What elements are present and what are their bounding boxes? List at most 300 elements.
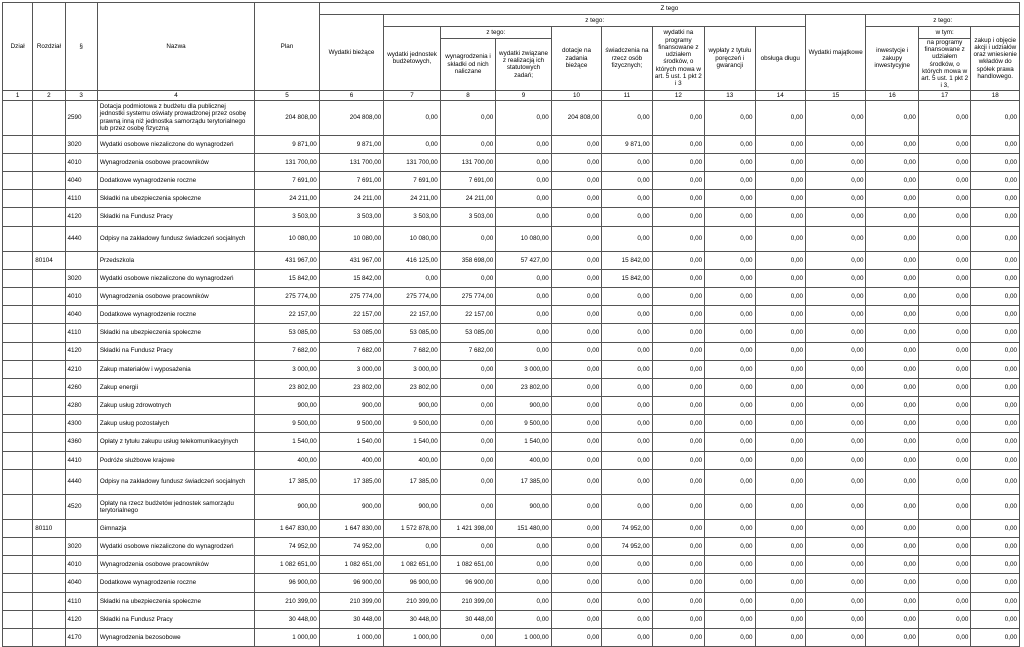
cell-paragraf: 4040: [65, 172, 97, 190]
column-number: 7: [384, 90, 440, 100]
cell-value: 17 385,00: [384, 469, 440, 494]
header-z-tego-majatkowe: z tego:: [866, 15, 1020, 27]
cell-value: 10 080,00: [384, 226, 440, 251]
cell-value: 0,00: [652, 574, 704, 592]
cell-value: 96 900,00: [319, 574, 384, 592]
header-w-tym: w tym:: [918, 27, 970, 39]
cell-rozdzial: [33, 360, 65, 378]
cell-value: 0,00: [755, 433, 805, 451]
cell-value: 900,00: [319, 494, 384, 519]
cell-value: 0,00: [805, 100, 866, 135]
cell-value: 0,00: [971, 226, 1020, 251]
table-row: [3, 208, 1020, 226]
cell-paragraf: 4010: [65, 153, 97, 171]
table-row: [3, 574, 1020, 592]
column-number: 8: [440, 90, 495, 100]
cell-nazwa: Wynagrodzenia bezosobowe: [97, 628, 254, 646]
cell-value: 0,00: [496, 574, 551, 592]
cell-rozdzial: [33, 100, 65, 135]
cell-value: 0,00: [971, 397, 1020, 415]
cell-nazwa: Składki na Fundusz Pracy: [97, 610, 254, 628]
cell-value: 9 871,00: [602, 135, 652, 153]
cell-value: 0,00: [496, 190, 551, 208]
cell-value: 0,00: [805, 208, 866, 226]
cell-value: 0,00: [551, 226, 601, 251]
cell-paragraf: 4010: [65, 287, 97, 305]
cell-value: 17 385,00: [319, 469, 384, 494]
cell-value: 0,00: [602, 360, 652, 378]
cell-value: 0,00: [652, 269, 704, 287]
cell-value: 0,00: [496, 135, 551, 153]
cell-value: 0,00: [971, 556, 1020, 574]
cell-value: 275 774,00: [319, 287, 384, 305]
cell-nazwa: Zakup usług zdrowotnych: [97, 397, 254, 415]
cell-value: 0,00: [805, 397, 866, 415]
cell-value: 7 682,00: [384, 342, 440, 360]
cell-value: 0,00: [805, 538, 866, 556]
cell-value: 210 399,00: [255, 592, 320, 610]
cell-value: 0,00: [602, 451, 652, 469]
cell-value: 0,00: [755, 135, 805, 153]
table-row: [3, 397, 1020, 415]
cell-value: 0,00: [805, 135, 866, 153]
table-row: [3, 494, 1020, 519]
cell-value: 0,00: [971, 269, 1020, 287]
cell-value: 0,00: [384, 269, 440, 287]
cell-paragraf: 4280: [65, 397, 97, 415]
cell-value: 15 842,00: [319, 269, 384, 287]
cell-value: 0,00: [866, 556, 918, 574]
table-row: [3, 610, 1020, 628]
cell-value: 900,00: [384, 397, 440, 415]
cell-value: 9 500,00: [384, 415, 440, 433]
cell-value: 0,00: [971, 208, 1020, 226]
cell-value: 7 691,00: [319, 172, 384, 190]
cell-paragraf: 4170: [65, 628, 97, 646]
cell-value: 9 871,00: [319, 135, 384, 153]
cell-value: 0,00: [918, 100, 970, 135]
cell-value: 0,00: [866, 469, 918, 494]
cell-nazwa: Wydatki osobowe niezaliczone do wynagrodzeń: [97, 135, 254, 153]
cell-dzial: [3, 135, 33, 153]
cell-value: 15 842,00: [602, 269, 652, 287]
cell-value: 0,00: [755, 360, 805, 378]
cell-rozdzial: [33, 378, 65, 396]
cell-value: 0,00: [918, 538, 970, 556]
cell-value: 0,00: [705, 610, 755, 628]
cell-value: 53 085,00: [440, 324, 495, 342]
cell-value: 0,00: [384, 100, 440, 135]
cell-value: 0,00: [551, 269, 601, 287]
cell-value: 0,00: [652, 172, 704, 190]
cell-value: 15 842,00: [255, 269, 320, 287]
cell-value: 0,00: [918, 342, 970, 360]
cell-value: 0,00: [652, 451, 704, 469]
cell-value: 1 540,00: [319, 433, 384, 451]
cell-value: 7 682,00: [255, 342, 320, 360]
header-wynagrodzenia: wynagrodzenia i składki od nich naliczane: [440, 39, 495, 91]
cell-value: 0,00: [705, 342, 755, 360]
cell-dzial: [3, 100, 33, 135]
cell-value: 0,00: [551, 574, 601, 592]
cell-paragraf: 4120: [65, 342, 97, 360]
cell-value: 1 082 651,00: [255, 556, 320, 574]
cell-value: 210 399,00: [384, 592, 440, 610]
cell-value: 22 157,00: [319, 306, 384, 324]
cell-value: 7 682,00: [319, 342, 384, 360]
cell-rozdzial: [33, 153, 65, 171]
cell-value: 0,00: [602, 306, 652, 324]
cell-rozdzial: [33, 172, 65, 190]
cell-value: 0,00: [918, 574, 970, 592]
table-row: [3, 135, 1020, 153]
cell-value: 0,00: [971, 306, 1020, 324]
cell-value: 0,00: [551, 469, 601, 494]
cell-value: 0,00: [971, 135, 1020, 153]
cell-value: 0,00: [496, 306, 551, 324]
cell-rozdzial: [33, 397, 65, 415]
cell-value: 0,00: [652, 592, 704, 610]
cell-value: 0,00: [602, 610, 652, 628]
cell-value: 1 082 651,00: [319, 556, 384, 574]
table-header: [3, 3, 1020, 101]
header-dotacje: dotacje na zadania bieżące: [551, 27, 601, 91]
cell-dzial: [3, 287, 33, 305]
cell-value: 0,00: [971, 519, 1020, 537]
cell-value: 0,00: [971, 494, 1020, 519]
cell-value: 0,00: [551, 324, 601, 342]
cell-value: 0,00: [755, 415, 805, 433]
cell-value: 0,00: [755, 269, 805, 287]
cell-paragraf: 4300: [65, 415, 97, 433]
cell-nazwa: Składki na ubezpieczenia społeczne: [97, 592, 254, 610]
cell-value: 3 503,00: [255, 208, 320, 226]
table-row: [3, 226, 1020, 251]
cell-rozdzial: [33, 610, 65, 628]
cell-paragraf: 4010: [65, 556, 97, 574]
cell-value: 0,00: [440, 538, 495, 556]
table-row: [3, 378, 1020, 396]
column-number: 15: [805, 90, 866, 100]
cell-value: 900,00: [255, 397, 320, 415]
cell-value: 0,00: [755, 397, 805, 415]
cell-dzial: [3, 538, 33, 556]
cell-dzial: [3, 251, 33, 269]
column-number: 17: [918, 90, 970, 100]
cell-value: 0,00: [602, 592, 652, 610]
cell-dzial: [3, 469, 33, 494]
cell-value: 0,00: [705, 556, 755, 574]
table-row: [3, 451, 1020, 469]
cell-dzial: [3, 433, 33, 451]
cell-value: 0,00: [705, 433, 755, 451]
cell-value: 0,00: [971, 574, 1020, 592]
cell-value: 900,00: [319, 397, 384, 415]
cell-value: 0,00: [602, 100, 652, 135]
cell-value: 0,00: [602, 342, 652, 360]
cell-value: 3 000,00: [496, 360, 551, 378]
cell-value: 0,00: [496, 100, 551, 135]
cell-value: 0,00: [971, 100, 1020, 135]
cell-value: 0,00: [551, 415, 601, 433]
cell-value: 0,00: [602, 433, 652, 451]
cell-value: 0,00: [652, 397, 704, 415]
cell-value: 0,00: [805, 519, 866, 537]
column-number: 14: [755, 90, 805, 100]
cell-value: 0,00: [805, 469, 866, 494]
cell-nazwa: Zakup materiałów i wyposażenia: [97, 360, 254, 378]
cell-value: 204 808,00: [319, 100, 384, 135]
cell-value: 0,00: [705, 451, 755, 469]
cell-value: 0,00: [496, 269, 551, 287]
cell-paragraf: 4110: [65, 190, 97, 208]
cell-value: 900,00: [496, 494, 551, 519]
header-z-tego: Z tego: [319, 3, 1019, 15]
cell-value: 0,00: [755, 628, 805, 646]
table-row: [3, 360, 1020, 378]
cell-value: 0,00: [551, 556, 601, 574]
cell-nazwa: Dodatkowe wynagrodzenie roczne: [97, 574, 254, 592]
cell-value: 0,00: [866, 324, 918, 342]
cell-nazwa: Składki na ubezpieczenia społeczne: [97, 324, 254, 342]
cell-value: 0,00: [918, 469, 970, 494]
cell-value: 30 448,00: [384, 610, 440, 628]
cell-value: 0,00: [652, 494, 704, 519]
cell-value: 0,00: [918, 556, 970, 574]
cell-rozdzial: [33, 135, 65, 153]
cell-value: 151 480,00: [496, 519, 551, 537]
cell-value: 0,00: [866, 451, 918, 469]
cell-paragraf: 4440: [65, 226, 97, 251]
cell-value: 0,00: [705, 172, 755, 190]
cell-value: 0,00: [551, 153, 601, 171]
cell-rozdzial: [33, 226, 65, 251]
cell-value: 0,00: [440, 494, 495, 519]
cell-value: 0,00: [496, 172, 551, 190]
cell-value: 0,00: [551, 628, 601, 646]
table-row: [3, 100, 1020, 135]
cell-value: 24 211,00: [384, 190, 440, 208]
cell-value: 0,00: [866, 538, 918, 556]
table-row: [3, 592, 1020, 610]
cell-value: 0,00: [805, 610, 866, 628]
cell-value: 0,00: [805, 574, 866, 592]
cell-value: 0,00: [705, 226, 755, 251]
cell-nazwa: Zakup usług pozostałych: [97, 415, 254, 433]
cell-value: 0,00: [551, 208, 601, 226]
cell-value: 74 952,00: [255, 538, 320, 556]
cell-value: 15 842,00: [602, 251, 652, 269]
cell-value: 0,00: [918, 190, 970, 208]
cell-paragraf: 4110: [65, 592, 97, 610]
cell-value: 0,00: [971, 628, 1020, 646]
cell-value: 3 503,00: [440, 208, 495, 226]
header-dzial: Dział: [3, 3, 33, 91]
cell-value: 0,00: [705, 190, 755, 208]
cell-value: 7 691,00: [255, 172, 320, 190]
cell-value: 0,00: [652, 153, 704, 171]
cell-value: 10 080,00: [319, 226, 384, 251]
cell-value: 0,00: [755, 556, 805, 574]
cell-value: 0,00: [866, 519, 918, 537]
cell-dzial: [3, 415, 33, 433]
cell-value: 0,00: [866, 574, 918, 592]
cell-value: 0,00: [652, 433, 704, 451]
cell-value: 0,00: [918, 208, 970, 226]
cell-value: 0,00: [918, 415, 970, 433]
cell-value: 1 540,00: [496, 433, 551, 451]
cell-value: 0,00: [652, 415, 704, 433]
cell-value: 0,00: [652, 226, 704, 251]
column-number: 2: [33, 90, 65, 100]
cell-value: 0,00: [755, 190, 805, 208]
header-programy-majatkowe: na programy finansowane z udziałem środków, o których mowa w art. 5 ust. 1 pkt 2 i 3,: [918, 39, 970, 91]
table-row: [3, 306, 1020, 324]
cell-value: 7 682,00: [440, 342, 495, 360]
cell-value: 1 572 878,00: [384, 519, 440, 537]
cell-value: 431 967,00: [319, 251, 384, 269]
cell-value: 0,00: [805, 251, 866, 269]
cell-value: 0,00: [496, 153, 551, 171]
cell-value: 0,00: [755, 451, 805, 469]
cell-value: 0,00: [971, 172, 1020, 190]
cell-value: 0,00: [918, 397, 970, 415]
cell-value: 0,00: [551, 360, 601, 378]
header-inwestycje: inwestycje i zakupy inwestycyjne: [866, 27, 918, 91]
cell-value: 0,00: [755, 610, 805, 628]
cell-value: 0,00: [866, 342, 918, 360]
cell-nazwa: Dotacja podmiotowa z budżetu dla publicznej jednostki systemu oświaty prowadzonej przez osobę prawną inną niż jednostka samorządu terytorialnego lub przez osobę fizyczną: [97, 100, 254, 135]
cell-dzial: [3, 519, 33, 537]
cell-value: 0,00: [755, 324, 805, 342]
cell-dzial: [3, 451, 33, 469]
cell-dzial: [3, 172, 33, 190]
column-number: 11: [602, 90, 652, 100]
cell-value: 7 691,00: [384, 172, 440, 190]
header-zakup-akcji: zakup i objęcie akcji i udziałów oraz wniesienie wkładów do spółek prawa handlowego.: [971, 27, 1020, 91]
cell-paragraf: 4260: [65, 378, 97, 396]
cell-value: 0,00: [602, 287, 652, 305]
cell-value: 0,00: [440, 433, 495, 451]
cell-value: 0,00: [551, 538, 601, 556]
cell-value: 275 774,00: [255, 287, 320, 305]
cell-value: 0,00: [551, 378, 601, 396]
cell-value: 0,00: [971, 538, 1020, 556]
cell-paragraf: 2590: [65, 100, 97, 135]
cell-value: 9 871,00: [255, 135, 320, 153]
cell-value: 0,00: [705, 592, 755, 610]
cell-value: 0,00: [866, 360, 918, 378]
cell-nazwa: Wynagrodzenia osobowe pracowników: [97, 287, 254, 305]
cell-value: 0,00: [755, 251, 805, 269]
cell-value: 0,00: [496, 592, 551, 610]
cell-value: 1 540,00: [384, 433, 440, 451]
cell-value: 0,00: [551, 287, 601, 305]
cell-value: 1 000,00: [255, 628, 320, 646]
cell-value: 24 211,00: [319, 190, 384, 208]
table-row: [3, 538, 1020, 556]
cell-value: 1 647 830,00: [255, 519, 320, 537]
cell-value: 0,00: [918, 269, 970, 287]
cell-value: 210 399,00: [319, 592, 384, 610]
cell-value: 22 157,00: [255, 306, 320, 324]
cell-value: 0,00: [551, 342, 601, 360]
column-number: 16: [866, 90, 918, 100]
cell-value: 96 900,00: [255, 574, 320, 592]
cell-value: 0,00: [705, 135, 755, 153]
cell-value: 0,00: [602, 378, 652, 396]
cell-value: 0,00: [602, 226, 652, 251]
column-number: 6: [319, 90, 384, 100]
column-number: 12: [652, 90, 704, 100]
cell-paragraf: 4210: [65, 360, 97, 378]
cell-value: 0,00: [652, 556, 704, 574]
cell-value: 0,00: [440, 226, 495, 251]
cell-value: 0,00: [971, 592, 1020, 610]
cell-value: 0,00: [971, 190, 1020, 208]
header-z-tego-biezace: z tego:: [384, 15, 806, 27]
cell-value: 0,00: [652, 190, 704, 208]
cell-value: 275 774,00: [440, 287, 495, 305]
cell-value: 23 802,00: [255, 378, 320, 396]
cell-value: 0,00: [440, 360, 495, 378]
cell-value: 0,00: [705, 287, 755, 305]
cell-value: 431 967,00: [255, 251, 320, 269]
cell-value: 0,00: [866, 610, 918, 628]
cell-value: 0,00: [496, 556, 551, 574]
cell-value: 204 808,00: [551, 100, 601, 135]
cell-value: 0,00: [705, 538, 755, 556]
cell-value: 0,00: [918, 494, 970, 519]
table-row: [3, 324, 1020, 342]
cell-value: 0,00: [440, 269, 495, 287]
cell-paragraf: 4410: [65, 451, 97, 469]
column-number: 9: [496, 90, 551, 100]
cell-value: 0,00: [705, 360, 755, 378]
cell-value: 400,00: [496, 451, 551, 469]
cell-value: 3 000,00: [255, 360, 320, 378]
cell-rozdzial: 80104: [33, 251, 65, 269]
cell-nazwa: Opłaty na rzecz budżetów jednostek samorządu terytorialnego: [97, 494, 254, 519]
cell-value: 0,00: [805, 378, 866, 396]
cell-rozdzial: [33, 306, 65, 324]
cell-value: 358 698,00: [440, 251, 495, 269]
cell-value: 9 500,00: [496, 415, 551, 433]
cell-value: 0,00: [602, 190, 652, 208]
column-number: 4: [97, 90, 254, 100]
cell-nazwa: Składki na Fundusz Pracy: [97, 208, 254, 226]
cell-value: 0,00: [602, 172, 652, 190]
cell-value: 0,00: [866, 378, 918, 396]
cell-value: 900,00: [384, 494, 440, 519]
cell-rozdzial: [33, 538, 65, 556]
cell-rozdzial: [33, 208, 65, 226]
cell-value: 0,00: [652, 306, 704, 324]
cell-value: 0,00: [866, 287, 918, 305]
cell-value: 0,00: [551, 251, 601, 269]
cell-value: 0,00: [755, 574, 805, 592]
table-row: [3, 172, 1020, 190]
cell-value: 0,00: [971, 469, 1020, 494]
cell-value: 0,00: [440, 378, 495, 396]
cell-value: 0,00: [652, 342, 704, 360]
cell-value: 57 427,00: [496, 251, 551, 269]
cell-value: 0,00: [755, 226, 805, 251]
cell-dzial: [3, 306, 33, 324]
cell-paragraf: 4520: [65, 494, 97, 519]
cell-value: 30 448,00: [319, 610, 384, 628]
cell-value: 0,00: [705, 628, 755, 646]
